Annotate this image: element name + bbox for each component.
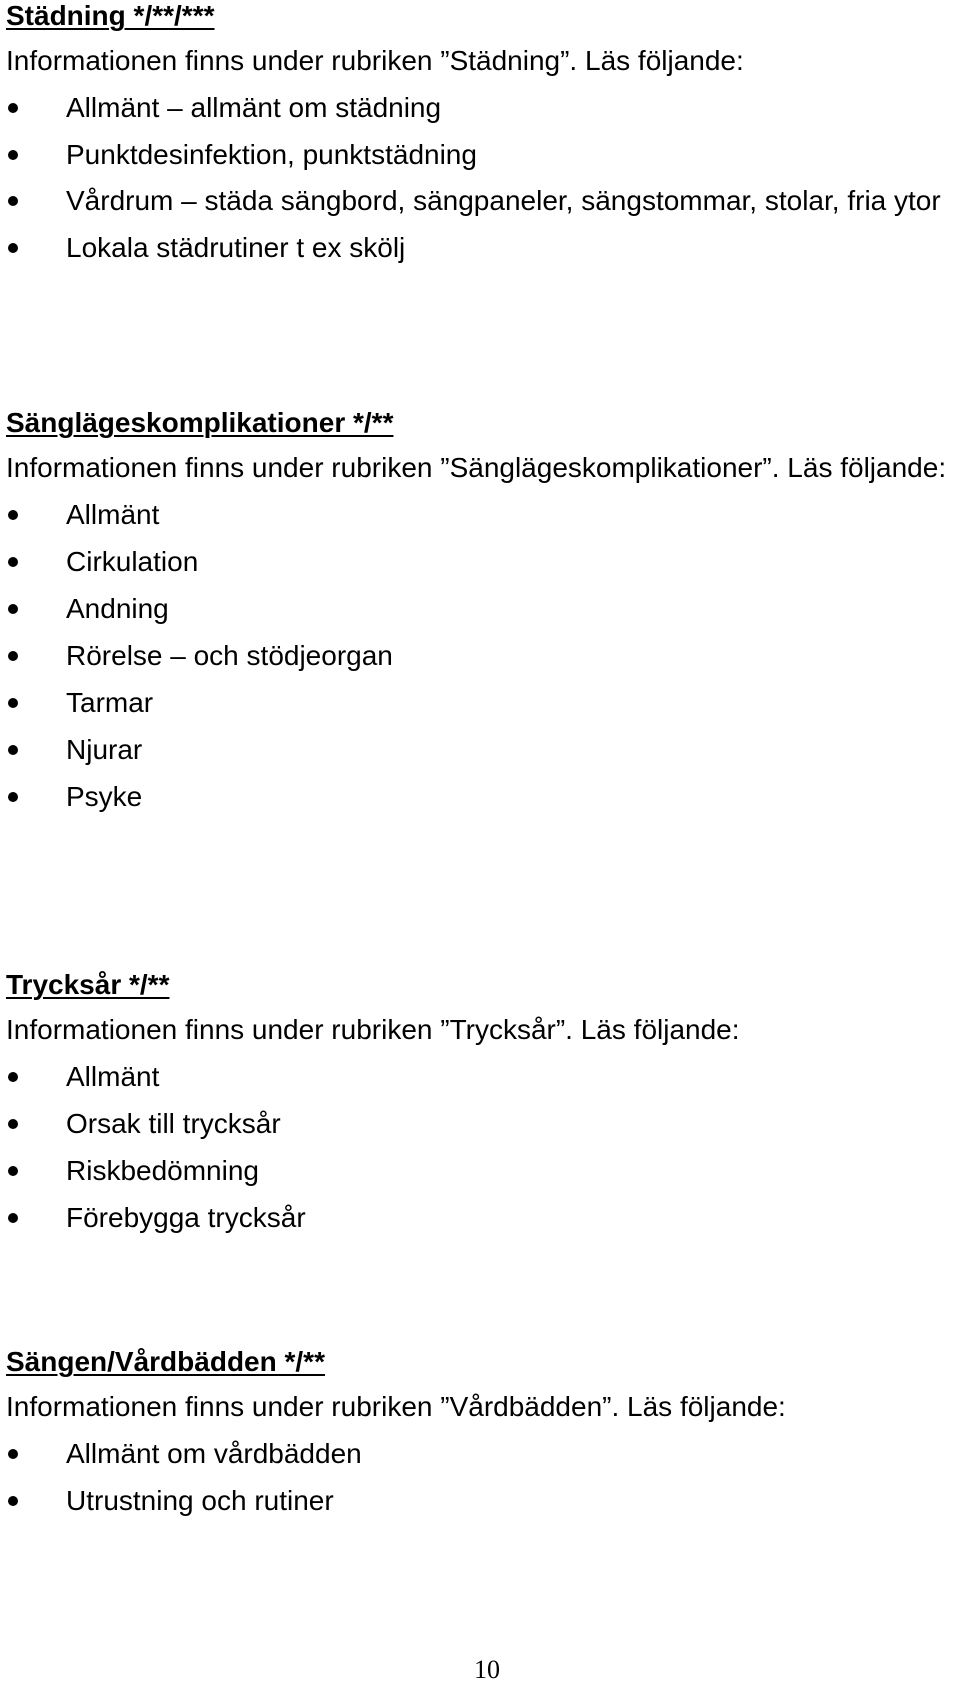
section-sangen-vardbadden xyxy=(6,1346,956,1524)
bullet-icon xyxy=(8,557,18,567)
list-item xyxy=(6,1147,956,1194)
list-item-text: Tarmar xyxy=(66,687,154,718)
list-item-text: Förebygga trycksår xyxy=(66,1202,306,1233)
section-intro: Informationen finns under rubriken ”Städning”. Läs följande: xyxy=(6,45,744,76)
section-heading: Sängen/Vårdbädden */** xyxy=(6,1346,325,1377)
list-item-text: Punktdesinfektion, punktstädning xyxy=(66,139,477,170)
bullet-list xyxy=(6,1430,956,1524)
bullet-icon xyxy=(8,745,18,755)
section-intro: Informationen finns under rubriken ”Trycksår”. Läs följande: xyxy=(6,1014,740,1045)
section-heading: Trycksår */** xyxy=(6,969,170,1000)
list-item xyxy=(6,131,956,178)
list-item-text: Orsak till trycksår xyxy=(66,1108,281,1139)
list-item xyxy=(6,538,956,585)
section-intro: Informationen finns under rubriken ”Sänglägeskomplikationer”. Läs följande: xyxy=(6,452,947,483)
bullet-list xyxy=(6,1053,956,1241)
list-item xyxy=(6,1194,956,1241)
list-item xyxy=(6,726,956,773)
bullet-icon xyxy=(8,792,18,802)
bullet-icon xyxy=(8,1072,18,1082)
section-trycksar xyxy=(6,969,956,1241)
list-item xyxy=(6,1053,956,1100)
list-item-text: Utrustning och rutiner xyxy=(66,1485,334,1516)
list-item xyxy=(6,224,956,271)
section-heading: Städning */**/*** xyxy=(6,0,215,31)
bullet-icon xyxy=(8,651,18,661)
list-item-text: Andning xyxy=(66,593,169,624)
list-item-text: Lokala städrutiner t ex skölj xyxy=(66,232,406,263)
bullet-icon xyxy=(8,510,18,520)
list-item-text: Cirkulation xyxy=(66,546,199,577)
list-item xyxy=(6,632,956,679)
list-item xyxy=(6,1477,956,1524)
section-sanglageskomplikationer xyxy=(6,407,956,820)
list-item xyxy=(6,1100,956,1147)
bullet-icon xyxy=(8,698,18,708)
bullet-icon xyxy=(8,1213,18,1223)
bullet-icon xyxy=(8,150,18,160)
list-item-text: Riskbedömning xyxy=(66,1155,259,1186)
list-item xyxy=(6,585,956,632)
list-item xyxy=(6,1430,956,1477)
list-item-text: Allmänt – allmänt om städning xyxy=(66,92,442,123)
bullet-icon xyxy=(8,243,18,253)
list-item-text: Allmänt xyxy=(66,499,160,530)
bullet-list xyxy=(6,491,956,820)
page-number: 10 xyxy=(474,1655,500,1684)
list-item-text: Njurar xyxy=(66,734,143,765)
list-item xyxy=(6,773,956,820)
bullet-list xyxy=(6,84,956,271)
bullet-icon xyxy=(8,103,18,113)
bullet-icon xyxy=(8,604,18,614)
section-stadning xyxy=(6,0,956,271)
list-item-text: Rörelse – och stödjeorgan xyxy=(66,640,393,671)
list-item-text: Allmänt om vårdbädden xyxy=(66,1438,362,1469)
bullet-icon xyxy=(8,196,18,206)
bullet-icon xyxy=(8,1449,18,1459)
list-item xyxy=(6,84,956,131)
bullet-icon xyxy=(8,1166,18,1176)
bullet-icon xyxy=(8,1119,18,1129)
list-item-text: Allmänt xyxy=(66,1061,160,1092)
list-item-text: Psyke xyxy=(66,781,143,812)
list-item xyxy=(6,679,956,726)
section-heading: Sänglägeskomplikationer */** xyxy=(6,407,394,438)
list-item-text: Vårdrum – städa sängbord, sängpaneler, sängstommar, stolar, fria ytor xyxy=(66,185,941,216)
bullet-icon xyxy=(8,1496,18,1506)
list-item xyxy=(6,491,956,538)
list-item xyxy=(6,178,956,224)
section-intro: Informationen finns under rubriken ”Vårdbädden”. Läs följande: xyxy=(6,1391,786,1422)
